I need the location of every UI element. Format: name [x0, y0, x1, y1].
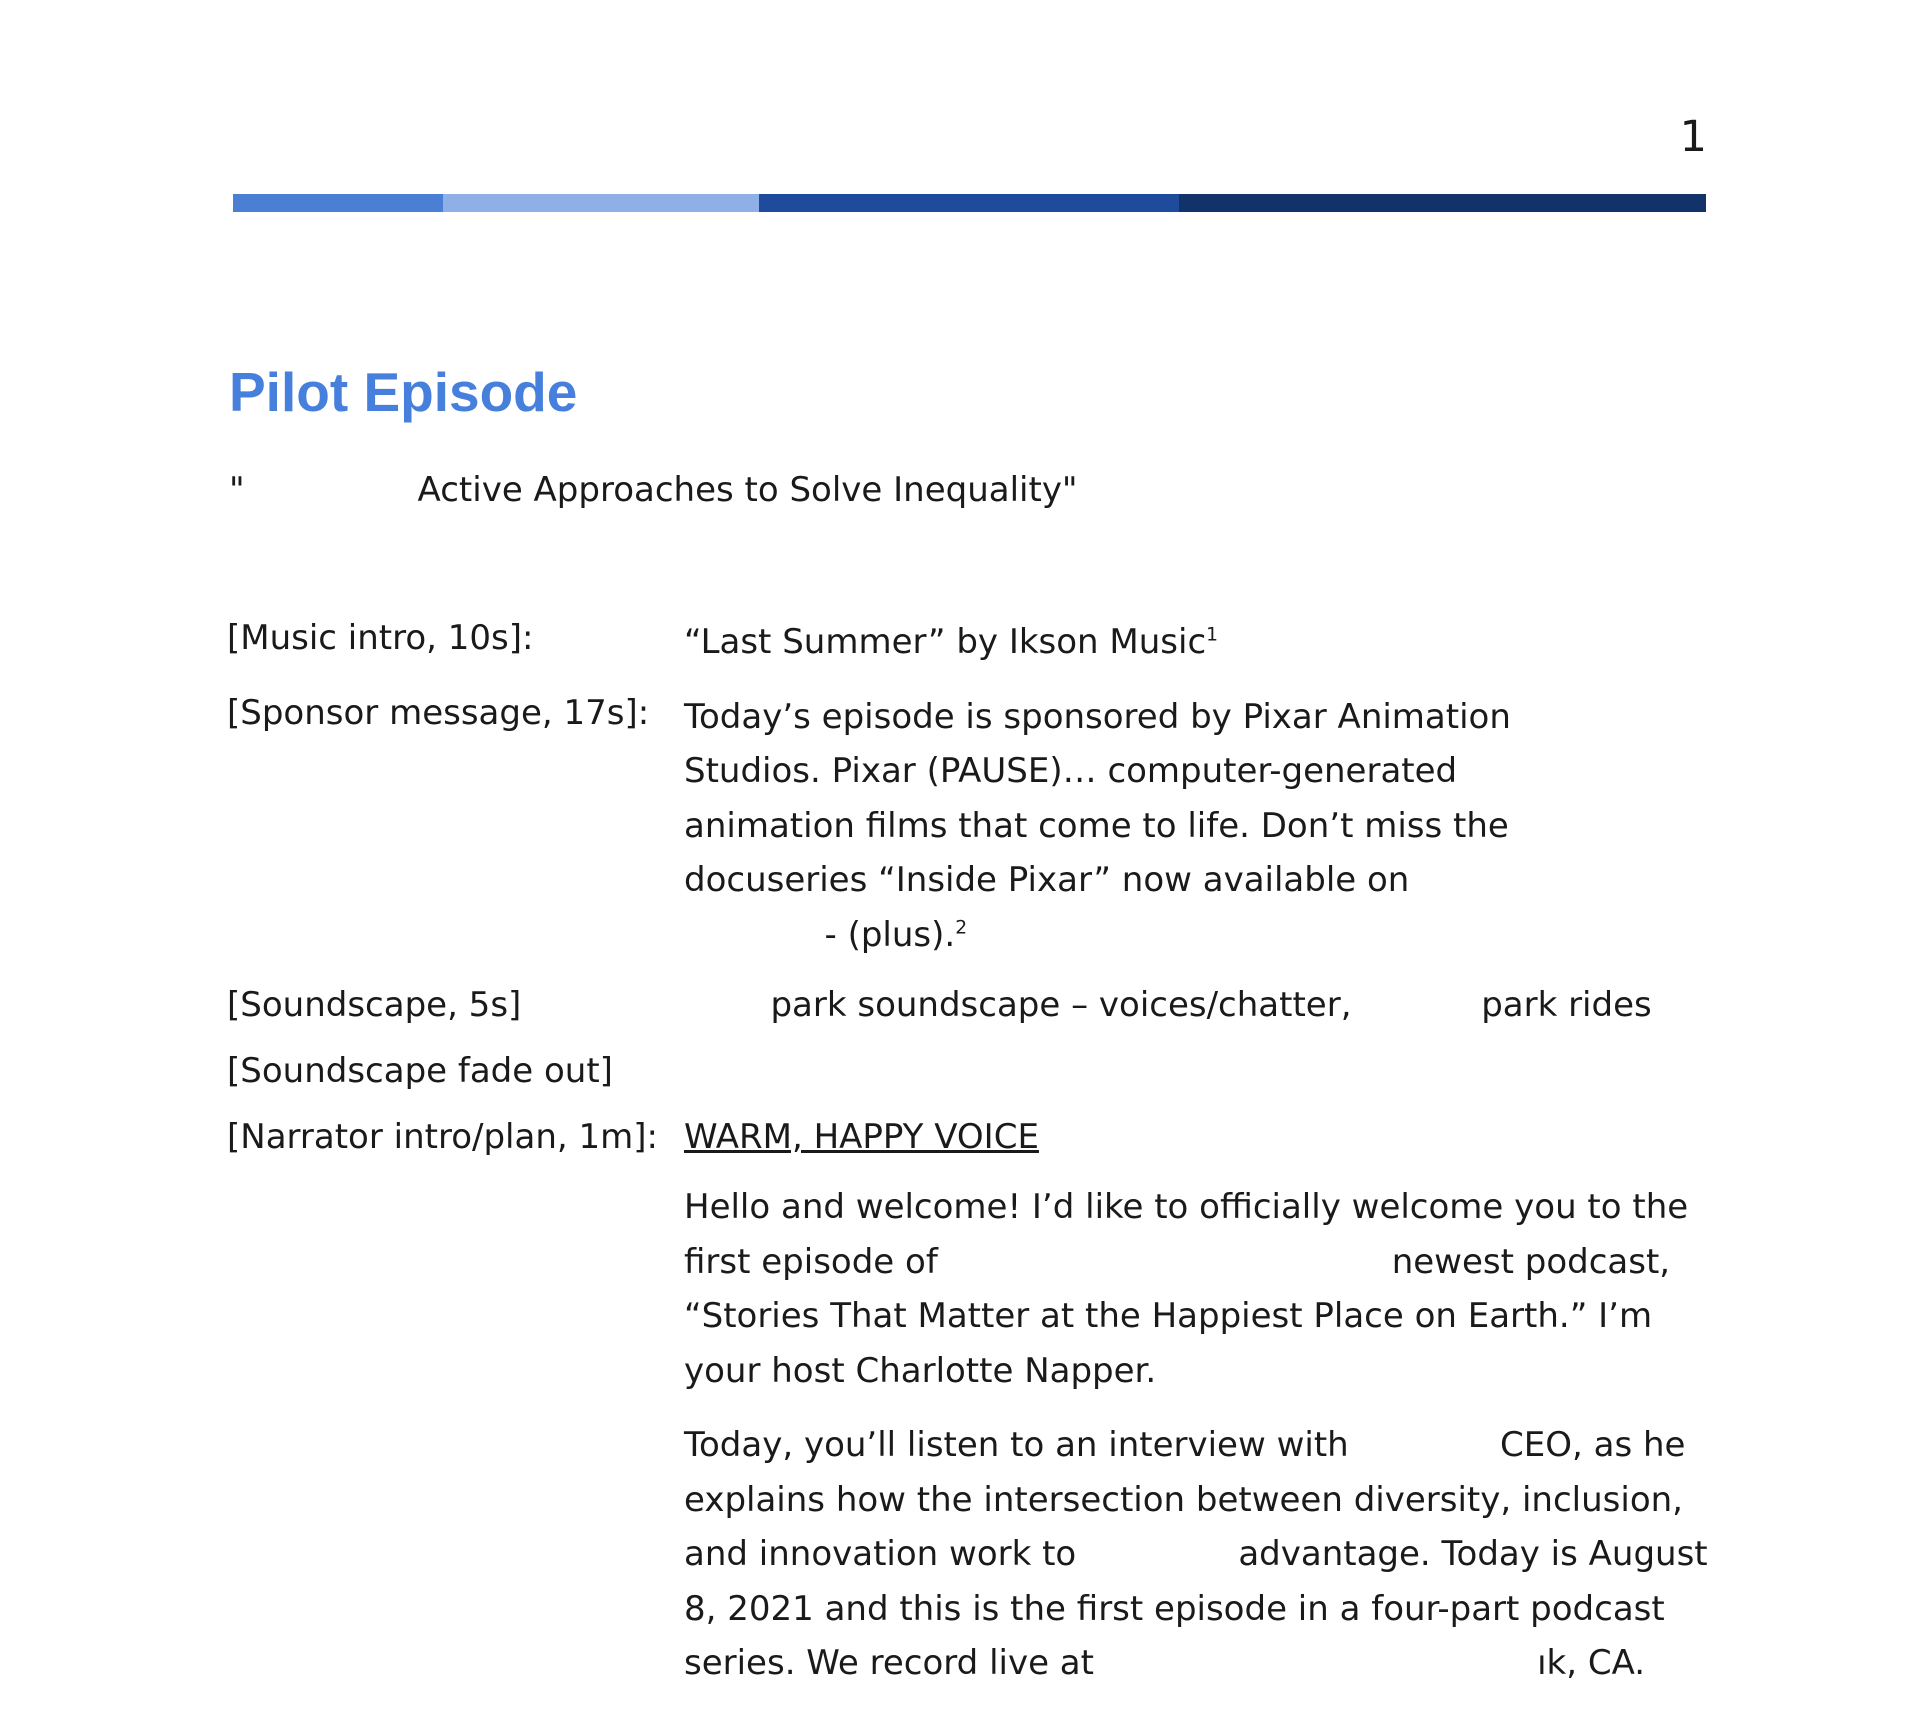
- paragraph-line: Hello and welcome! I’d like to officially welcome you to the: [684, 1187, 1689, 1227]
- paragraph-line: “Stories That Matter at the Happiest Place on Earth.” I’m: [684, 1296, 1653, 1336]
- paragraph-line: and innovation work to advantage. Today is August: [684, 1534, 1708, 1574]
- row-label: [Sponsor message, 17s]:: [227, 692, 650, 733]
- paragraph-line: 8, 2021 and this is the first episode in a four-part podcast: [684, 1588, 1665, 1629]
- script-row-soundscape-fade: [227, 1048, 1717, 1094]
- script-table: [227, 615, 1717, 1711]
- sponsor-line: Studios. Pixar (PAUSE)… computer-generated: [684, 751, 1458, 791]
- sponsor-line: docuseries “Inside Pixar” now available on: [684, 860, 1410, 900]
- paragraph-line: explains how the intersection between diversity, inclusion,: [684, 1479, 1683, 1520]
- narrator-paragraph: [684, 1418, 1717, 1691]
- accent-bar-segment: [443, 194, 759, 212]
- script-row-narrator: [227, 1114, 1717, 1691]
- sponsor-line: Today’s episode is sponsored by Pixar Animation: [684, 696, 1511, 737]
- script-row-music-intro: [227, 615, 1717, 670]
- accent-bar-segment: [759, 194, 1179, 212]
- document-title: Pilot Episode: [229, 361, 578, 423]
- row-content: [684, 1114, 1717, 1691]
- row-label: [Music intro, 10s]:: [227, 618, 534, 658]
- accent-bar-segment: [1179, 194, 1706, 212]
- script-row-soundscape: [227, 982, 1717, 1028]
- narrator-paragraph: [684, 1180, 1717, 1398]
- sponsor-line: - (plus).$^2$: [684, 914, 968, 955]
- paragraph-line: Today, you’ll listen to an interview with CEO, as he: [684, 1425, 1686, 1465]
- paragraph-line: your host Charlotte Napper.: [684, 1350, 1157, 1391]
- row-content: [684, 1048, 1717, 1094]
- soundscape-line: park soundscape – voices/chatter, park rides: [684, 985, 1652, 1025]
- music-credit-line: “Last Summer” by Ikson Music$^1$: [684, 622, 1219, 662]
- header-accent-bar: [233, 194, 1706, 212]
- paragraph-line: first episode of newest podcast,: [684, 1241, 1671, 1282]
- sponsor-line: animation films that come to life. Don’t miss the: [684, 805, 1509, 846]
- footnote-marker: 2: [955, 917, 968, 939]
- accent-bar-segment: [233, 194, 443, 212]
- episode-subtitle: " Active Approaches to Solve Inequality": [229, 470, 1078, 510]
- page-number: 1: [1679, 112, 1707, 162]
- voice-direction: WARM, HAPPY VOICE: [684, 1117, 1039, 1157]
- row-content: [684, 615, 1717, 670]
- row-content: [684, 982, 1717, 1028]
- row-label: [Soundscape fade out]: [227, 1051, 613, 1091]
- paragraph-line: series. We record live at ık, CA.: [684, 1643, 1646, 1683]
- row-label: [Soundscape, 5s]: [227, 985, 522, 1025]
- row-content: [684, 690, 1717, 963]
- script-row-sponsor: [227, 690, 1717, 963]
- footnote-marker: 1: [1206, 624, 1219, 646]
- row-label: [Narrator intro/plan, 1m]:: [227, 1117, 658, 1157]
